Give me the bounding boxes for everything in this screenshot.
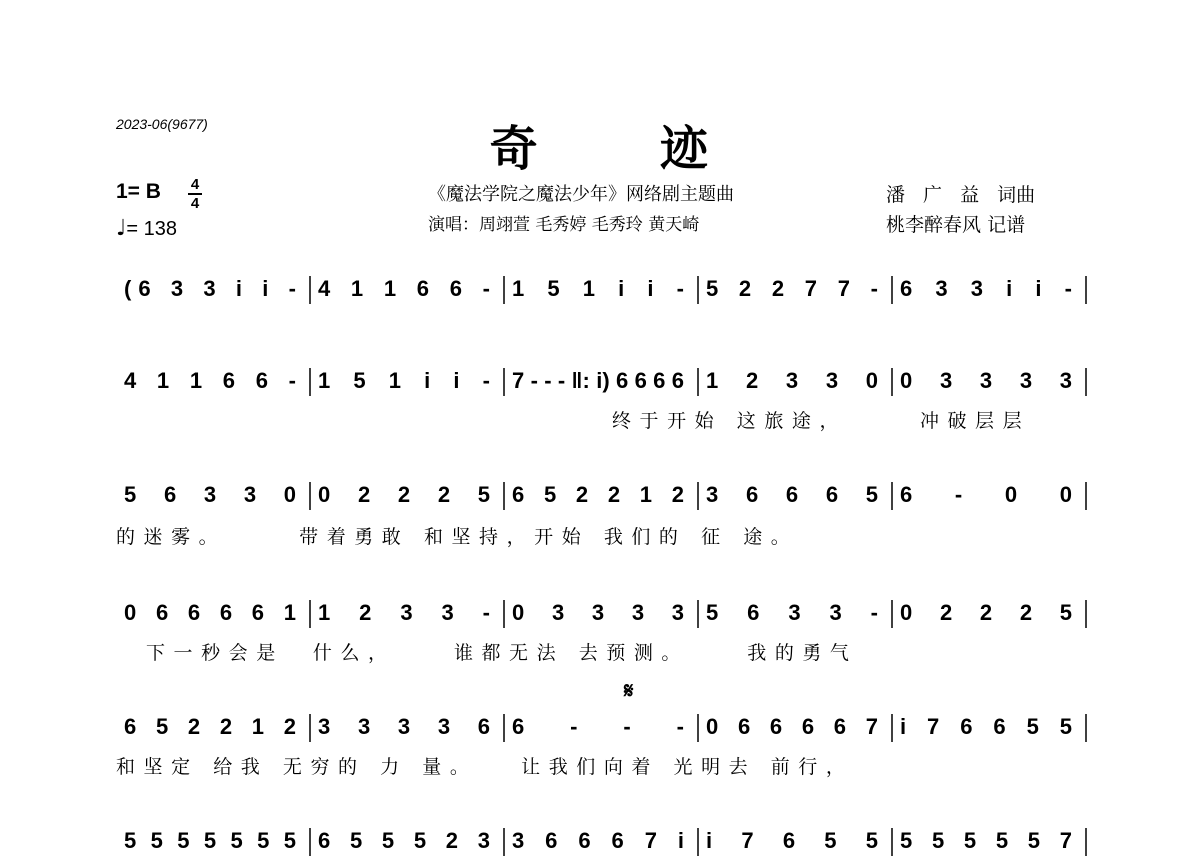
transcriber-name: 桃李醉春风 — [886, 214, 982, 236]
subtitle: 《魔法学院之魔法少年》网络剧主题曲 — [428, 184, 734, 205]
notation-line — [0, 592, 1200, 636]
measure: i 7 6 6 5 5 — [900, 714, 1072, 739]
score-system-6 — [0, 820, 1200, 864]
lyrics-line-5: 和坚定 给我 无穷的 力 量。 让我们向着 光明去 前行， — [116, 756, 854, 778]
composer-name: 潘广益 — [886, 184, 998, 206]
lyrics-line-3: 的迷雾。 带着勇敢 和坚持，开始 我们的 征 途。 — [116, 526, 799, 548]
measure: 5 2 2 7 7 - — [706, 276, 878, 301]
time-signature-top: 4 — [190, 176, 200, 193]
measure: 6 5 2 2 1 2 — [124, 714, 296, 739]
measure: 5 6 3 3 0 — [124, 482, 296, 507]
notation-line — [0, 360, 1200, 404]
song-title-part2: 迹 — [660, 121, 711, 177]
transcriber-credit — [886, 210, 1025, 237]
measure: 6 - - - — [512, 714, 684, 739]
measure: 0 3 3 3 3 — [512, 600, 684, 625]
measure: 7 - - - ‖: i) 6 6 6 6 — [512, 368, 684, 393]
measure: 1 5 1 i i - — [512, 276, 684, 301]
measure: 1 5 1 i i - — [318, 368, 490, 393]
quarter-note-icon: ♩ — [116, 216, 127, 241]
composer-credit — [886, 180, 1035, 207]
measure: 1 2 3 3 - — [318, 600, 490, 625]
song-title-part1: 奇 — [489, 121, 540, 177]
measure: 0 2 2 2 5 — [900, 600, 1072, 625]
measure: 1 2 3 3 0 — [706, 368, 878, 393]
song-title — [0, 110, 1200, 179]
notation-line — [0, 474, 1200, 518]
measure: 3 6 6 6 5 — [706, 482, 878, 507]
lyrics-line-2: 终于开始 这旅途， 冲破层层 — [612, 410, 1031, 432]
measure: 0 3 3 3 3 — [900, 368, 1072, 393]
measure: 0 6 6 6 6 1 — [124, 600, 296, 625]
score-system-1 — [0, 268, 1200, 312]
score-system-3 — [0, 474, 1200, 518]
time-signature — [188, 177, 202, 211]
score-system-5 — [0, 706, 1200, 750]
measure: 5 6 3 3 - — [706, 600, 878, 625]
notation-line — [0, 820, 1200, 864]
measure: 4 1 1 6 6 - — [318, 276, 490, 301]
time-signature-bottom: 4 — [190, 195, 200, 212]
composer-role: 词曲 — [997, 184, 1036, 206]
measure: 6 5 2 2 1 2 — [512, 482, 684, 507]
measure: 4 1 1 6 6 - — [124, 368, 296, 393]
measure: 3 3 3 3 6 — [318, 714, 490, 739]
score-code: 2023-06(9677) — [116, 116, 208, 132]
measure: i 7 6 5 5 — [706, 828, 878, 853]
measure: 0 2 2 2 5 — [318, 482, 490, 507]
measure: 6 - 0 0 — [900, 482, 1072, 507]
lyrics-line-4: 下一秒会是 什么， 谁都无法 去预测。 我的勇气 — [146, 642, 858, 664]
key-signature: 1= B — [116, 180, 161, 203]
segno-icon: 𝄋 — [624, 678, 634, 704]
notation-line — [0, 706, 1200, 750]
notation-line — [0, 268, 1200, 312]
singers: 演唱：周翊萱 毛秀婷 毛秀玲 黄天崎 — [428, 215, 700, 235]
measure: 0 6 6 6 6 7 — [706, 714, 878, 739]
measure: 6 3 3 i i - — [900, 276, 1072, 301]
measure: 6 5 5 5 2 3 — [318, 828, 490, 853]
measure: 5 5 5 5 5 5 5 — [124, 828, 296, 853]
score-system-4 — [0, 592, 1200, 636]
measure: 5 5 5 5 5 7 — [900, 828, 1072, 853]
score-system-2 — [0, 360, 1200, 404]
measure: 3 6 6 6 7 i — [512, 828, 684, 853]
measure: (6 3 3 i i - — [124, 276, 296, 301]
transcriber-role: 记谱 — [987, 214, 1026, 236]
tempo-value: = 138 — [126, 218, 177, 240]
tempo-marking — [116, 216, 177, 241]
